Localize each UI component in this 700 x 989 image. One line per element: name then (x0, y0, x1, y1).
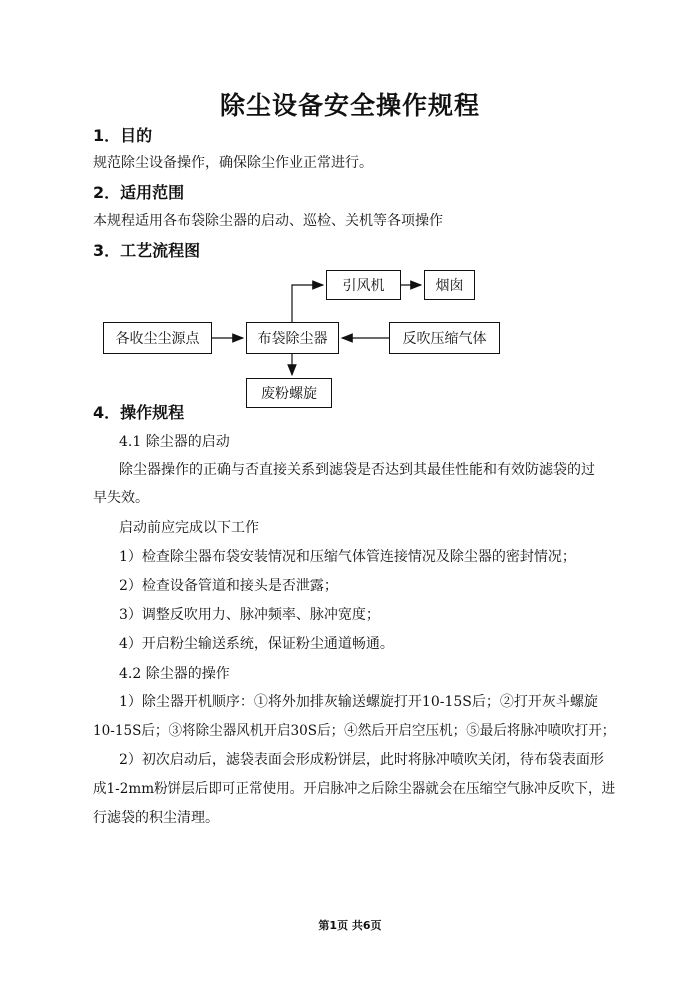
page-title: 除尘设备安全操作规程 (219, 91, 480, 120)
page-footer: 第1页 共6页 (318, 919, 382, 932)
flow-box-source: 各收尘尘源点 (103, 322, 212, 354)
paragraph-line: 除尘器操作的正确与否直接关系到滤袋是否达到其最佳性能和有效防滤袋的过 (119, 462, 595, 478)
subsection-4-2-title: 4.2 除尘器的操作 (119, 666, 230, 682)
section-3-heading: 3．工艺流程图 (93, 241, 201, 260)
section-2-text: 本规程适用各布袋除尘器的启动、巡检、关机等各项操作 (93, 213, 443, 229)
paragraph-line: 成1-2mm粉饼层后即可正常使用。开启脉冲之后除尘器就会在压缩空气脉冲反吹下，进 (93, 781, 616, 797)
paragraph-line: 10-15S后；③将除尘器风机开启30S后；④然后开启空压机；⑤最后将脉冲喷吹打开； (93, 723, 616, 739)
list-item: 1）检查除尘器布袋安装情况和压缩气体管连接情况及除尘器的密封情况； (119, 549, 576, 565)
section-1-text: 规范除尘设备操作，确保除尘作业正常进行。 (93, 155, 373, 171)
paragraph-line: 早失效。 (93, 490, 149, 506)
flow-box-waste-screw: 废粉螺旋 (246, 378, 332, 408)
section-1-heading: 1．目的 (93, 126, 153, 145)
section-2-heading: 2．适用范围 (93, 183, 185, 202)
flow-box-compressed-air: 反吹压缩气体 (389, 322, 500, 354)
flow-box-collector: 布袋除尘器 (246, 322, 339, 354)
paragraph-line: 行滤袋的积尘清理。 (93, 810, 219, 826)
pre-start-text: 启动前应完成以下工作 (119, 520, 259, 536)
list-item: 2）检查设备管道和接头是否泄露； (119, 578, 338, 594)
arrow-collector-to-fan (292, 285, 323, 322)
flow-box-fan: 引风机 (326, 270, 401, 300)
paragraph-line: 2）初次启动后，滤袋表面会形成粉饼层，此时将脉冲喷吹关闭，待布袋表面形 (119, 752, 604, 768)
section-4-heading: 4．操作规程 (93, 403, 185, 422)
flow-box-chimney: 烟囱 (424, 270, 475, 300)
subsection-4-1-title: 4.1 除尘器的启动 (119, 434, 230, 450)
list-item: 3）调整反吹用力、脉冲频率、脉冲宽度； (119, 607, 380, 623)
list-item: 4）开启粉尘输送系统，保证粉尘通道畅通。 (119, 636, 394, 652)
paragraph-line: 1）除尘器开机顺序：①将外加排灰输送螺旋打开10-15S后；②打开灰斗螺旋 (119, 694, 598, 710)
